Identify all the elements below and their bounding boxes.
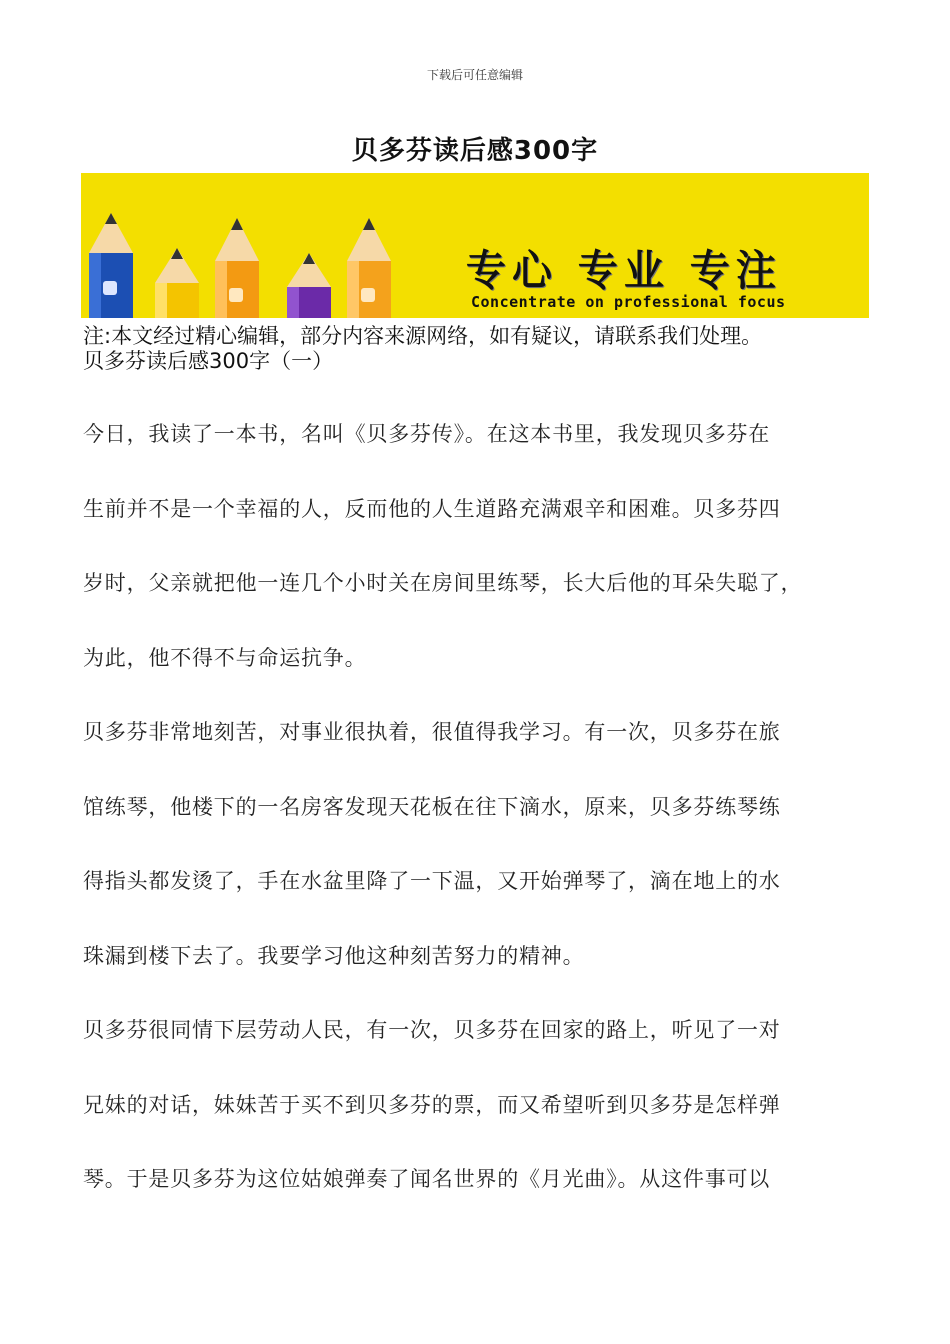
text-line: 贝多芬非常地刻苦，对事业很执着，很值得我学习。有一次，贝多芬在旅 xyxy=(83,720,781,744)
text-line: 得指头都发烫了，手在水盆里降了一下温，又开始弹琴了，滴在地上的水 xyxy=(83,869,781,893)
header-note: 下载后可任意编辑 xyxy=(426,68,523,82)
banner-image xyxy=(81,173,869,318)
pencil-icon xyxy=(89,213,133,318)
section-heading: 贝多芬读后感300字（一） xyxy=(83,349,334,373)
text-line: 为此，他不得不与命运抗争。 xyxy=(83,645,367,670)
text-line: 馆练琴，他楼下的一名房客发现天花板在往下滴水，原来，贝多芬练琴练 xyxy=(83,794,781,819)
banner-slogan: 专心 专业 专注 xyxy=(466,247,782,296)
text-line: 兄妹的对话，妹妹苦于买不到贝多芬的票，而又希望听到贝多芬是怎样弹 xyxy=(83,1092,781,1117)
pencil-icon xyxy=(215,218,259,318)
text-line: 珠漏到楼下去了。我要学习他这种刻苦努力的精神。 xyxy=(83,943,585,968)
pencil-icon xyxy=(347,218,391,318)
editor-note xyxy=(83,324,883,374)
text-line: 琴。于是贝多芬为这位姑娘弹奏了闻名世界的《月光曲》。从这件事可以 xyxy=(83,1167,771,1191)
text-line: 生前并不是一个幸福的人，反而他的人生道路充满艰辛和困难。贝多芬四 xyxy=(83,496,781,521)
pencil-icon xyxy=(155,248,199,318)
text-line: 今日，我读了一本书，名叫《贝多芬传》。在这本书里，我发现贝多芬在 xyxy=(83,422,771,446)
text-line: 贝多芬很同情下层劳动人民，有一次，贝多芬在回家的路上，听见了一对 xyxy=(83,1018,781,1042)
essay-body xyxy=(83,414,883,1234)
note-line: 注:本文经过精心编辑，部分内容来源网络，如有疑议，请联系我们处理。 xyxy=(83,324,763,348)
banner-subtitle: Concentrate on professional focus xyxy=(471,293,786,311)
text-line: 岁时，父亲就把他一连几个小时关在房间里练琴，长大后他的耳朵失聪了， xyxy=(83,571,803,595)
pencil-icon xyxy=(287,253,331,318)
document-title: 贝多芬读后感300字 xyxy=(351,136,599,166)
